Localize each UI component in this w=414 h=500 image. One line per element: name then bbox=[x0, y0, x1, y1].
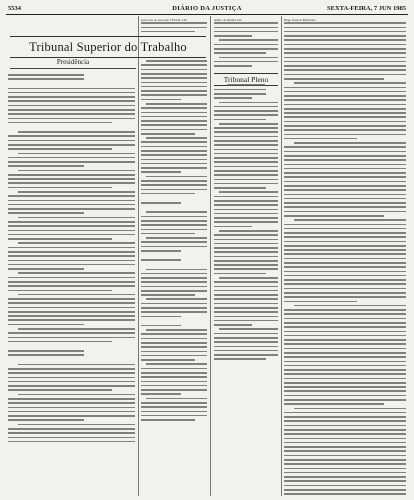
issue-date: SEXTA-FEIRA, 7 JUN 1985 bbox=[327, 5, 406, 12]
text-column-2 bbox=[141, 18, 207, 496]
page-number: 5534 bbox=[8, 5, 21, 12]
column-text bbox=[8, 74, 135, 445]
subsection-tribunal-pleno: Tribunal Pleno bbox=[214, 73, 278, 86]
section-title: Tribunal Superior do Trabalho bbox=[29, 40, 187, 54]
column-divider bbox=[138, 16, 139, 496]
column-snippet: dentro da mesma data bbox=[214, 18, 242, 22]
column-divider bbox=[281, 16, 282, 496]
text-column-3 bbox=[214, 18, 278, 496]
column-text bbox=[214, 18, 278, 363]
column-snippet: Hugo Gueiros Bernardes bbox=[284, 18, 316, 22]
text-column-1 bbox=[8, 18, 135, 496]
column-snippet: protocolo no processo TST-DC-140 bbox=[141, 18, 187, 22]
column-divider bbox=[210, 16, 211, 496]
text-column-4 bbox=[284, 18, 406, 496]
page-header bbox=[6, 4, 408, 15]
subsection-presidencia: Presidência bbox=[10, 58, 136, 69]
column-text bbox=[141, 18, 207, 423]
journal-title: DIÁRIO DA JUSTIÇA bbox=[172, 5, 242, 12]
column-text bbox=[284, 18, 406, 496]
